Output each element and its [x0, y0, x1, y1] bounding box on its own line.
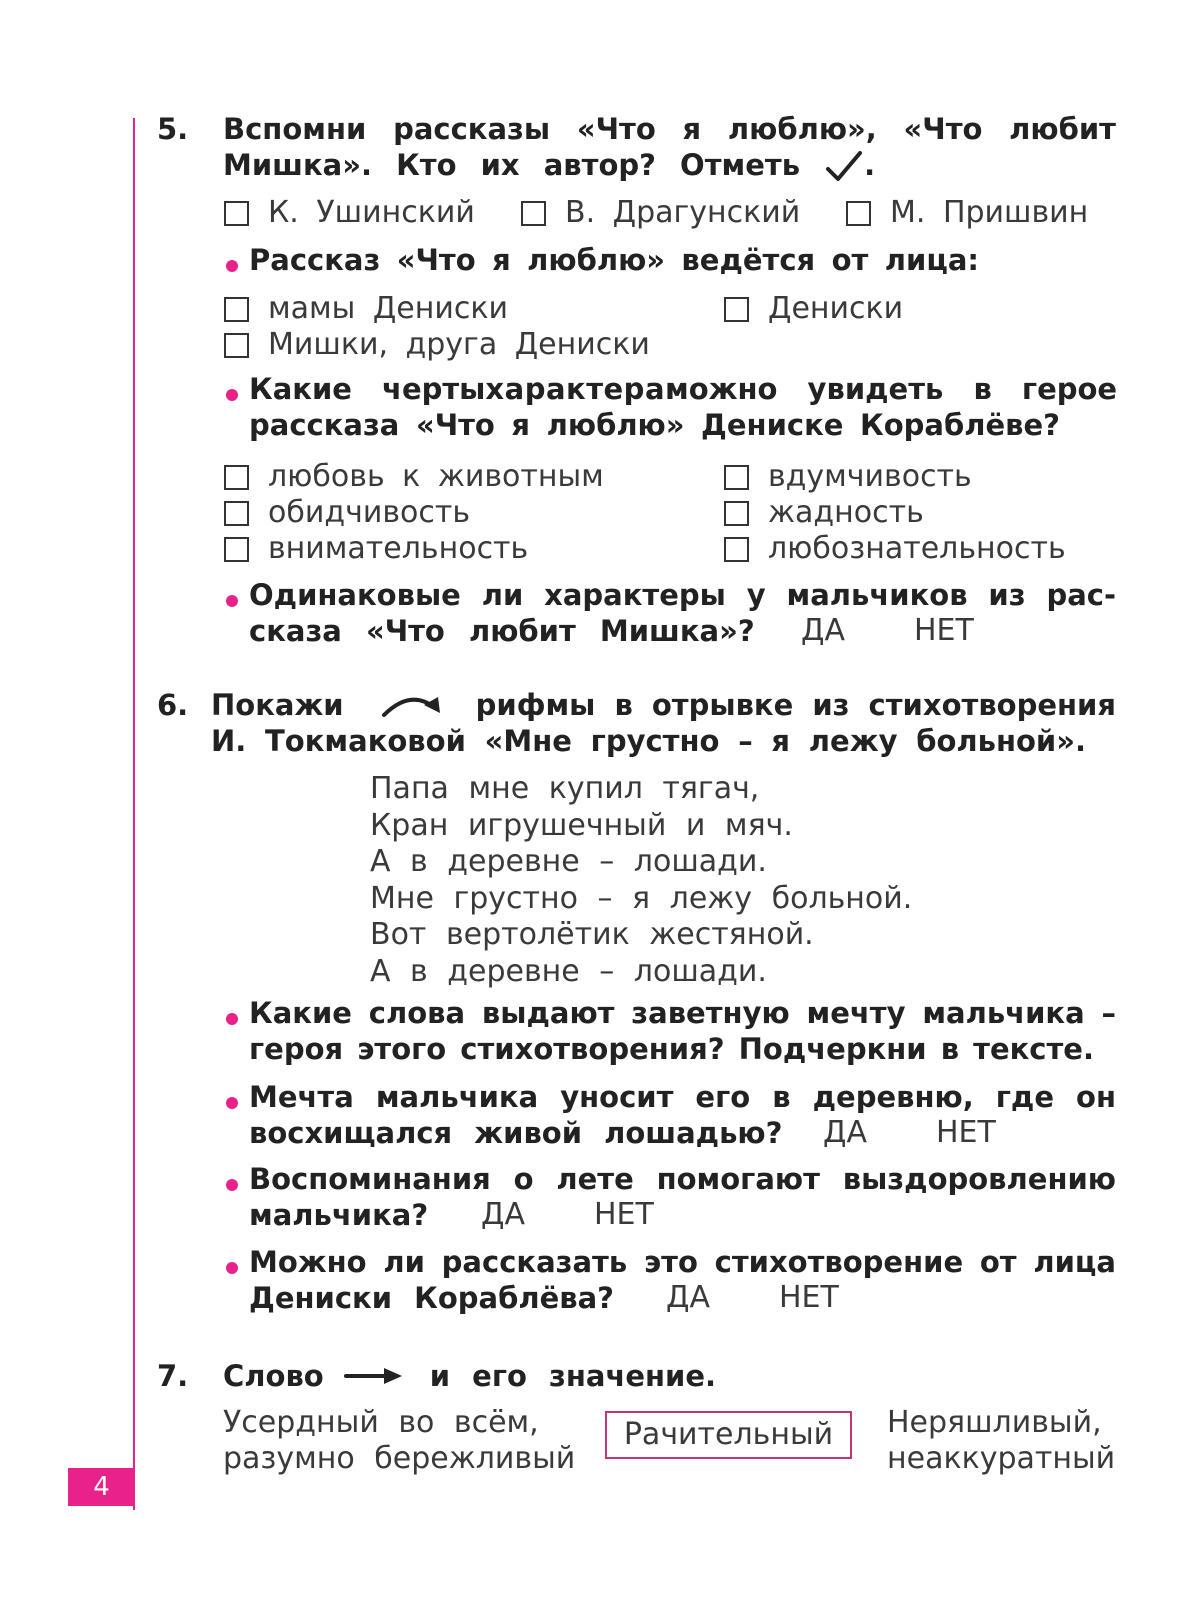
trait-option-2: вдумчивость	[768, 459, 972, 494]
narrator-option-2: Дениски	[768, 291, 904, 326]
narrator-option-1: мамы Дениски	[268, 291, 508, 326]
page-number: 4	[68, 1468, 135, 1506]
bullet	[226, 1179, 238, 1191]
rhyme-arc-icon	[380, 689, 446, 721]
task6-q3-line2: мальчика?	[249, 1198, 429, 1232]
bullet	[226, 1097, 238, 1109]
poem-line: Папа мне купил тягач,	[370, 771, 760, 806]
task6-q4-no[interactable]: НЕТ	[779, 1280, 839, 1315]
poem-line: Мне грустно – я лежу больной.	[370, 880, 913, 916]
left-meaning-line2: разумно бережливый	[223, 1441, 576, 1476]
task5-q1: Рассказ «Что я люблю» ведётся от лица:	[249, 243, 979, 277]
task5-line1: Вспомни рассказы «Что я люблю», «Что любит	[223, 112, 1116, 146]
checkbox-trait-5[interactable]	[224, 537, 249, 562]
task5-number: 5.	[157, 112, 189, 146]
task7-line1-part-a: Слово	[223, 1359, 324, 1393]
word-box: Рачительный	[605, 1411, 852, 1459]
task6-number: 6.	[157, 688, 189, 722]
checkbox-trait-3[interactable]	[224, 501, 249, 526]
task6-line2: И. Токмаковой «Мне грустно – я лежу больной».	[211, 724, 1086, 758]
trait-option-4: жадность	[768, 495, 924, 530]
checkbox-author-1[interactable]	[224, 201, 249, 226]
task6-q2-line2: восхищался живой лошадью?	[249, 1116, 783, 1150]
task6-q2-yes[interactable]: ДА	[823, 1115, 867, 1150]
trait-option-3: обидчивость	[268, 495, 471, 530]
task5-q2-part-a: Какие черты	[249, 372, 486, 406]
narrator-option-3: Мишки, друга Дениски	[268, 327, 650, 362]
task6-q1-line2: героя этого стихотворения? Подчеркни в тексте.	[249, 1032, 1094, 1066]
task5-q3-line2: сказа «Что любит Мишка»?	[249, 614, 755, 648]
author-option-1: К. Ушинский	[268, 195, 475, 230]
checkbox-author-2[interactable]	[521, 201, 546, 226]
checkbox-narrator-1[interactable]	[224, 297, 249, 322]
bullet	[226, 1013, 238, 1025]
author-option-2: В. Драгунский	[565, 195, 801, 230]
task5-q2-bold-word: характера	[485, 372, 666, 406]
author-option-3: М. Пришвин	[890, 195, 1089, 230]
task6-q4-line2: Дениски Кораблёва?	[249, 1281, 614, 1315]
task5-q3-yes[interactable]: ДА	[801, 613, 845, 648]
task7-line1-part-b: и его значение.	[429, 1359, 717, 1393]
task6-q4-line1: Можно ли рассказать это стихотворение от лица	[249, 1245, 1116, 1279]
right-meaning-line2: неаккуратный	[887, 1441, 1116, 1476]
task5-line2-end: .	[864, 148, 876, 182]
left-meaning-line1: Усердный во всём,	[223, 1405, 539, 1440]
task5-q3-no[interactable]: НЕТ	[914, 613, 974, 648]
task7-line1	[223, 1358, 923, 1394]
task5-line2-text: Мишка». Кто их автор? Отметь	[223, 148, 801, 182]
checkbox-trait-4[interactable]	[724, 501, 749, 526]
bullet	[226, 260, 238, 272]
task6-line1-part-b: рифмы в отрывке из стихотворения	[475, 688, 1116, 722]
poem-line: А в деревне – лошади.	[370, 844, 767, 879]
poem-line: Кран игрушечный и мяч.	[370, 807, 793, 843]
checkmark-icon	[824, 151, 864, 183]
checkbox-author-3[interactable]	[846, 201, 871, 226]
task5-q2-line1	[249, 371, 1116, 407]
arrow-right-icon	[344, 1365, 404, 1387]
task6-q1-line1: Какие слова выдают заветную мечту мальчика –	[249, 996, 1116, 1030]
task5-q3-line1: Одинаковые ли характеры у мальчиков из рас-	[249, 578, 1116, 612]
page-margin-line	[133, 118, 135, 1510]
task6-line1	[211, 687, 1116, 723]
task6-q2-line1: Мечта мальчика уносит его в деревню, где он	[249, 1080, 1116, 1114]
checkbox-trait-1[interactable]	[224, 465, 249, 490]
task6-q3-no[interactable]: НЕТ	[594, 1197, 654, 1232]
task6-q3-line1: Воспоминания о лете помогают выздоровлению	[249, 1162, 1116, 1196]
task5-q2-part-b: можно увидеть в герое	[665, 372, 1118, 406]
trait-option-1: любовь к животным	[268, 459, 604, 494]
trait-option-6: любознательность	[768, 531, 1066, 566]
task5-line2	[223, 147, 1116, 183]
right-meaning-line1: Неряшливый,	[887, 1405, 1102, 1440]
poem-line: А в деревне – лошади.	[370, 953, 767, 989]
checkbox-trait-6[interactable]	[724, 537, 749, 562]
checkbox-narrator-2[interactable]	[724, 297, 749, 322]
bullet	[226, 389, 238, 401]
checkbox-trait-2[interactable]	[724, 465, 749, 490]
poem	[370, 771, 912, 990]
task5-q2-line2: рассказа «Что я люблю» Дениске Кораблёве?	[249, 408, 1060, 442]
trait-option-5: внимательность	[268, 531, 529, 566]
task6-q4-yes[interactable]: ДА	[666, 1280, 710, 1315]
poem-line: Вот вертолётик жестяной.	[370, 917, 814, 952]
task6-q3-yes[interactable]: ДА	[481, 1197, 525, 1232]
bullet	[226, 595, 238, 607]
task6-line1-part-a: Покажи	[211, 688, 344, 722]
task6-q2-no[interactable]: НЕТ	[936, 1115, 996, 1150]
task7-number: 7.	[157, 1359, 189, 1393]
bullet	[226, 1262, 238, 1274]
checkbox-narrator-3[interactable]	[224, 333, 249, 358]
